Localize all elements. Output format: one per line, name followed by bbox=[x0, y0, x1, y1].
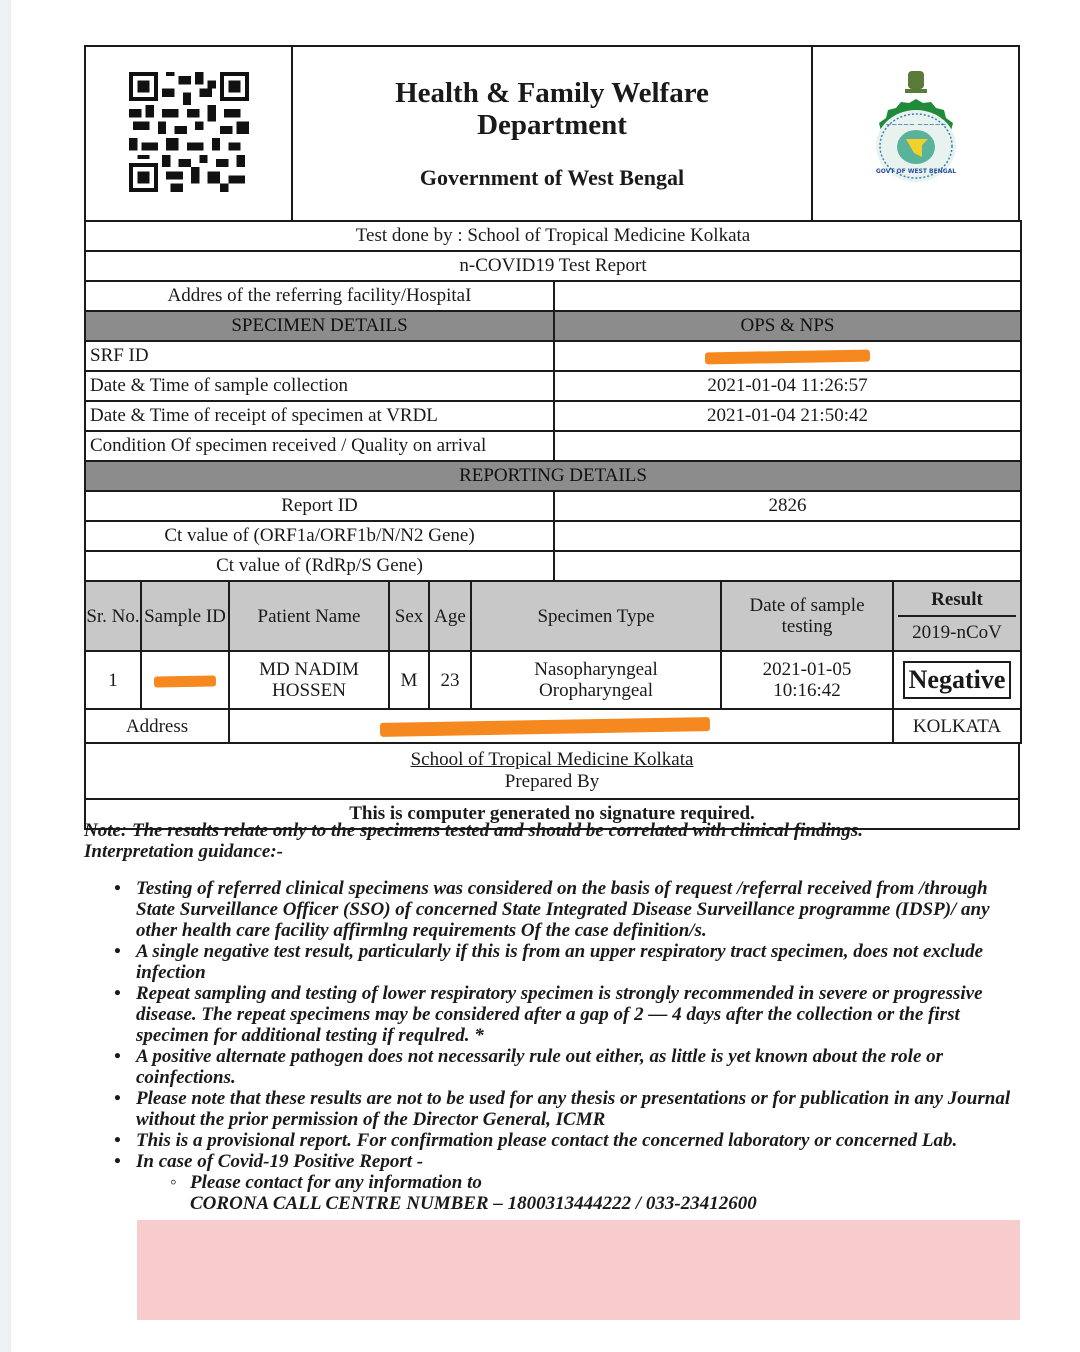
guidance-list bbox=[84, 878, 1024, 1214]
address-label: Address bbox=[85, 709, 229, 743]
bullet-icon: • bbox=[114, 1046, 121, 1067]
bullet-icon: • bbox=[114, 878, 121, 899]
bullet-icon: • bbox=[114, 1130, 121, 1151]
test-done-by: Test done by : School of Tropical Medicine Kolkata bbox=[85, 221, 1021, 251]
list-item: • A positive alternate pathogen does not necessarily rule out either, as little is yet known about the role or coinfections. bbox=[114, 1046, 944, 1088]
list-item: • Please note that these results are not to be used for any thesis or presentations or for publication in any Journal without the prior permission of the Director General, ICMR bbox=[114, 1088, 1011, 1130]
city-value: KOLKATA bbox=[893, 709, 1021, 743]
receipt-datetime-label: Date & Time of receipt of specimen at VRDL bbox=[85, 401, 554, 431]
svg-text:~~~~~ ~~~~~: ~~~~~ ~~~~~ bbox=[885, 120, 946, 129]
prepared-org: School of Tropical Medicine Kolkata bbox=[410, 749, 694, 770]
patient-name-line2: HOSSEN bbox=[272, 680, 346, 701]
seal-cell bbox=[812, 46, 1019, 221]
signature-note: This is computer generated no signature required. bbox=[85, 799, 1019, 829]
department-title-cell bbox=[292, 46, 812, 221]
sex-value: M bbox=[389, 651, 429, 709]
page-margin-strip bbox=[0, 0, 11, 1352]
bullet-icon: • bbox=[114, 983, 121, 1004]
patient-table-header bbox=[85, 581, 1021, 651]
redaction-mark bbox=[705, 349, 870, 364]
list-item: • Testing of referred clinical specimens was considered on the basis of request /referral received from /through State Surveillance Officer (SSO) of concerned State Integrated Disease Surveillance programme (IDSP)/ any other health care facility affirmlng requirements Of the case definition/s. bbox=[114, 878, 990, 941]
prepared-by-cell bbox=[85, 743, 1019, 799]
header-sr-no: Sr. No. bbox=[85, 581, 141, 651]
prepared-by-label: Prepared By bbox=[504, 771, 600, 792]
ct-rdrp-label: Ct value of (RdRp/S Gene) bbox=[85, 551, 554, 581]
specimen-type-value bbox=[471, 651, 721, 709]
header-sex: Sex bbox=[389, 581, 429, 651]
specimen-condition-value bbox=[554, 431, 1021, 461]
bullet-icon: • bbox=[114, 1088, 121, 1109]
specimen-type-line2: Oropharyngeal bbox=[539, 680, 653, 701]
collection-datetime-label: Date & Time of sample collection bbox=[85, 371, 554, 401]
header-result bbox=[893, 581, 1021, 651]
list-item: • This is a provisional report. For confirmation please contact the concerned laboratory or concerned Lab. bbox=[114, 1130, 958, 1151]
address-row bbox=[85, 709, 1021, 743]
header-specimen-type: Specimen Type bbox=[471, 581, 721, 651]
collection-datetime-value: 2021-01-04 11:26:57 bbox=[554, 371, 1021, 401]
report-id-value: 2826 bbox=[554, 491, 1021, 521]
age-value: 23 bbox=[429, 651, 471, 709]
covid-test-report bbox=[84, 45, 1020, 830]
srf-id-value bbox=[554, 341, 1021, 371]
sample-id-value bbox=[141, 651, 229, 709]
qr-code-cell bbox=[85, 46, 292, 221]
header-date-testing: Date of sample testing bbox=[721, 581, 893, 651]
bullet-icon: • bbox=[114, 1151, 121, 1172]
specimen-type-line1: Nasopharyngeal bbox=[534, 659, 658, 680]
specimen-condition-label: Condition Of specimen received / Quality on arrival bbox=[85, 431, 554, 461]
patient-name-value bbox=[229, 651, 389, 709]
specimen-details-table bbox=[84, 220, 1022, 582]
contact-line: Please contact for any information to bbox=[190, 1172, 482, 1193]
department-name-line2: Department bbox=[477, 108, 627, 141]
srf-id-label: SRF ID bbox=[85, 341, 554, 371]
result-subheading: 2019-nCoV bbox=[912, 622, 1002, 643]
address-value bbox=[229, 709, 893, 743]
guidance-title: Interpretation guidance:- bbox=[84, 841, 283, 862]
government-name: Government of West Bengal bbox=[419, 164, 685, 190]
patient-result-table bbox=[84, 580, 1022, 744]
list-item: • A single negative test result, particularly if this is from an upper respiratory tract specimen, does not exclude infection bbox=[114, 941, 984, 983]
header-sample-id: Sample ID bbox=[141, 581, 229, 651]
circle-bullet-icon: ◦ bbox=[170, 1172, 177, 1193]
sr-no-value: 1 bbox=[85, 651, 141, 709]
prepared-by-table bbox=[84, 742, 1020, 830]
department-name-line1: Health & Family Welfare bbox=[395, 76, 709, 109]
covid-contact-block bbox=[136, 1172, 1024, 1214]
result-heading: Result bbox=[898, 583, 1016, 617]
reporting-details-heading: REPORTING DETAILS bbox=[85, 461, 1021, 491]
date-testing-date: 2021-01-05 bbox=[762, 659, 852, 680]
date-testing-time: 10:16:42 bbox=[773, 680, 841, 701]
redaction-mark bbox=[154, 675, 216, 687]
ct-orf-value bbox=[554, 521, 1021, 551]
ct-rdrp-value bbox=[554, 551, 1021, 581]
patient-name-line1: MD NADIM bbox=[259, 659, 359, 680]
header-age: Age bbox=[429, 581, 471, 651]
covid-positive-title: In case of Covid-19 Positive Report - bbox=[136, 1151, 424, 1172]
results-note: Note: The results relate only to the specimens tested and should be correlated with clinical findings. bbox=[84, 820, 863, 841]
referring-facility-value bbox=[554, 281, 1021, 311]
svg-text:GOVT OF WEST BENGAL: GOVT OF WEST BENGAL bbox=[875, 167, 956, 175]
date-testing-value bbox=[721, 651, 893, 709]
receipt-datetime-value: 2021-01-04 21:50:42 bbox=[554, 401, 1021, 431]
report-header bbox=[84, 45, 1020, 222]
report-notes bbox=[84, 820, 1024, 1214]
call-centre-number: CORONA CALL CENTRE NUMBER – 1800313444222 / 033-23412600 bbox=[190, 1193, 757, 1214]
redaction-mark bbox=[380, 717, 710, 737]
bullet-icon: • bbox=[114, 941, 121, 962]
ct-orf-label: Ct value of (ORF1a/ORF1b/N/N2 Gene) bbox=[85, 521, 554, 551]
covid-positive-highlight bbox=[137, 1220, 1020, 1320]
west-bengal-govt-seal-icon bbox=[851, 67, 981, 197]
qr-code-icon bbox=[129, 71, 249, 193]
list-item: • Repeat sampling and testing of lower respiratory specimen is strongly recommended in severe or progressive disease. The repeat specimens may be considered after a gap of 2 — 4 days after the collection or the first specimen for additional testing if requlred. * bbox=[114, 983, 983, 1046]
result-status-badge: Negative bbox=[903, 661, 1012, 699]
covid-positive-item bbox=[114, 1151, 1024, 1214]
specimen-details-heading: SPECIMEN DETAILS bbox=[85, 311, 554, 341]
result-value-cell bbox=[893, 651, 1021, 709]
table-row bbox=[85, 651, 1021, 709]
specimen-type-heading: OPS & NPS bbox=[554, 311, 1021, 341]
header-patient-name: Patient Name bbox=[229, 581, 389, 651]
report-id-label: Report ID bbox=[85, 491, 554, 521]
referring-facility-label: Addres of the referring facility/HospitaI bbox=[85, 281, 554, 311]
report-title: n-COVID19 Test Report bbox=[85, 251, 1021, 281]
